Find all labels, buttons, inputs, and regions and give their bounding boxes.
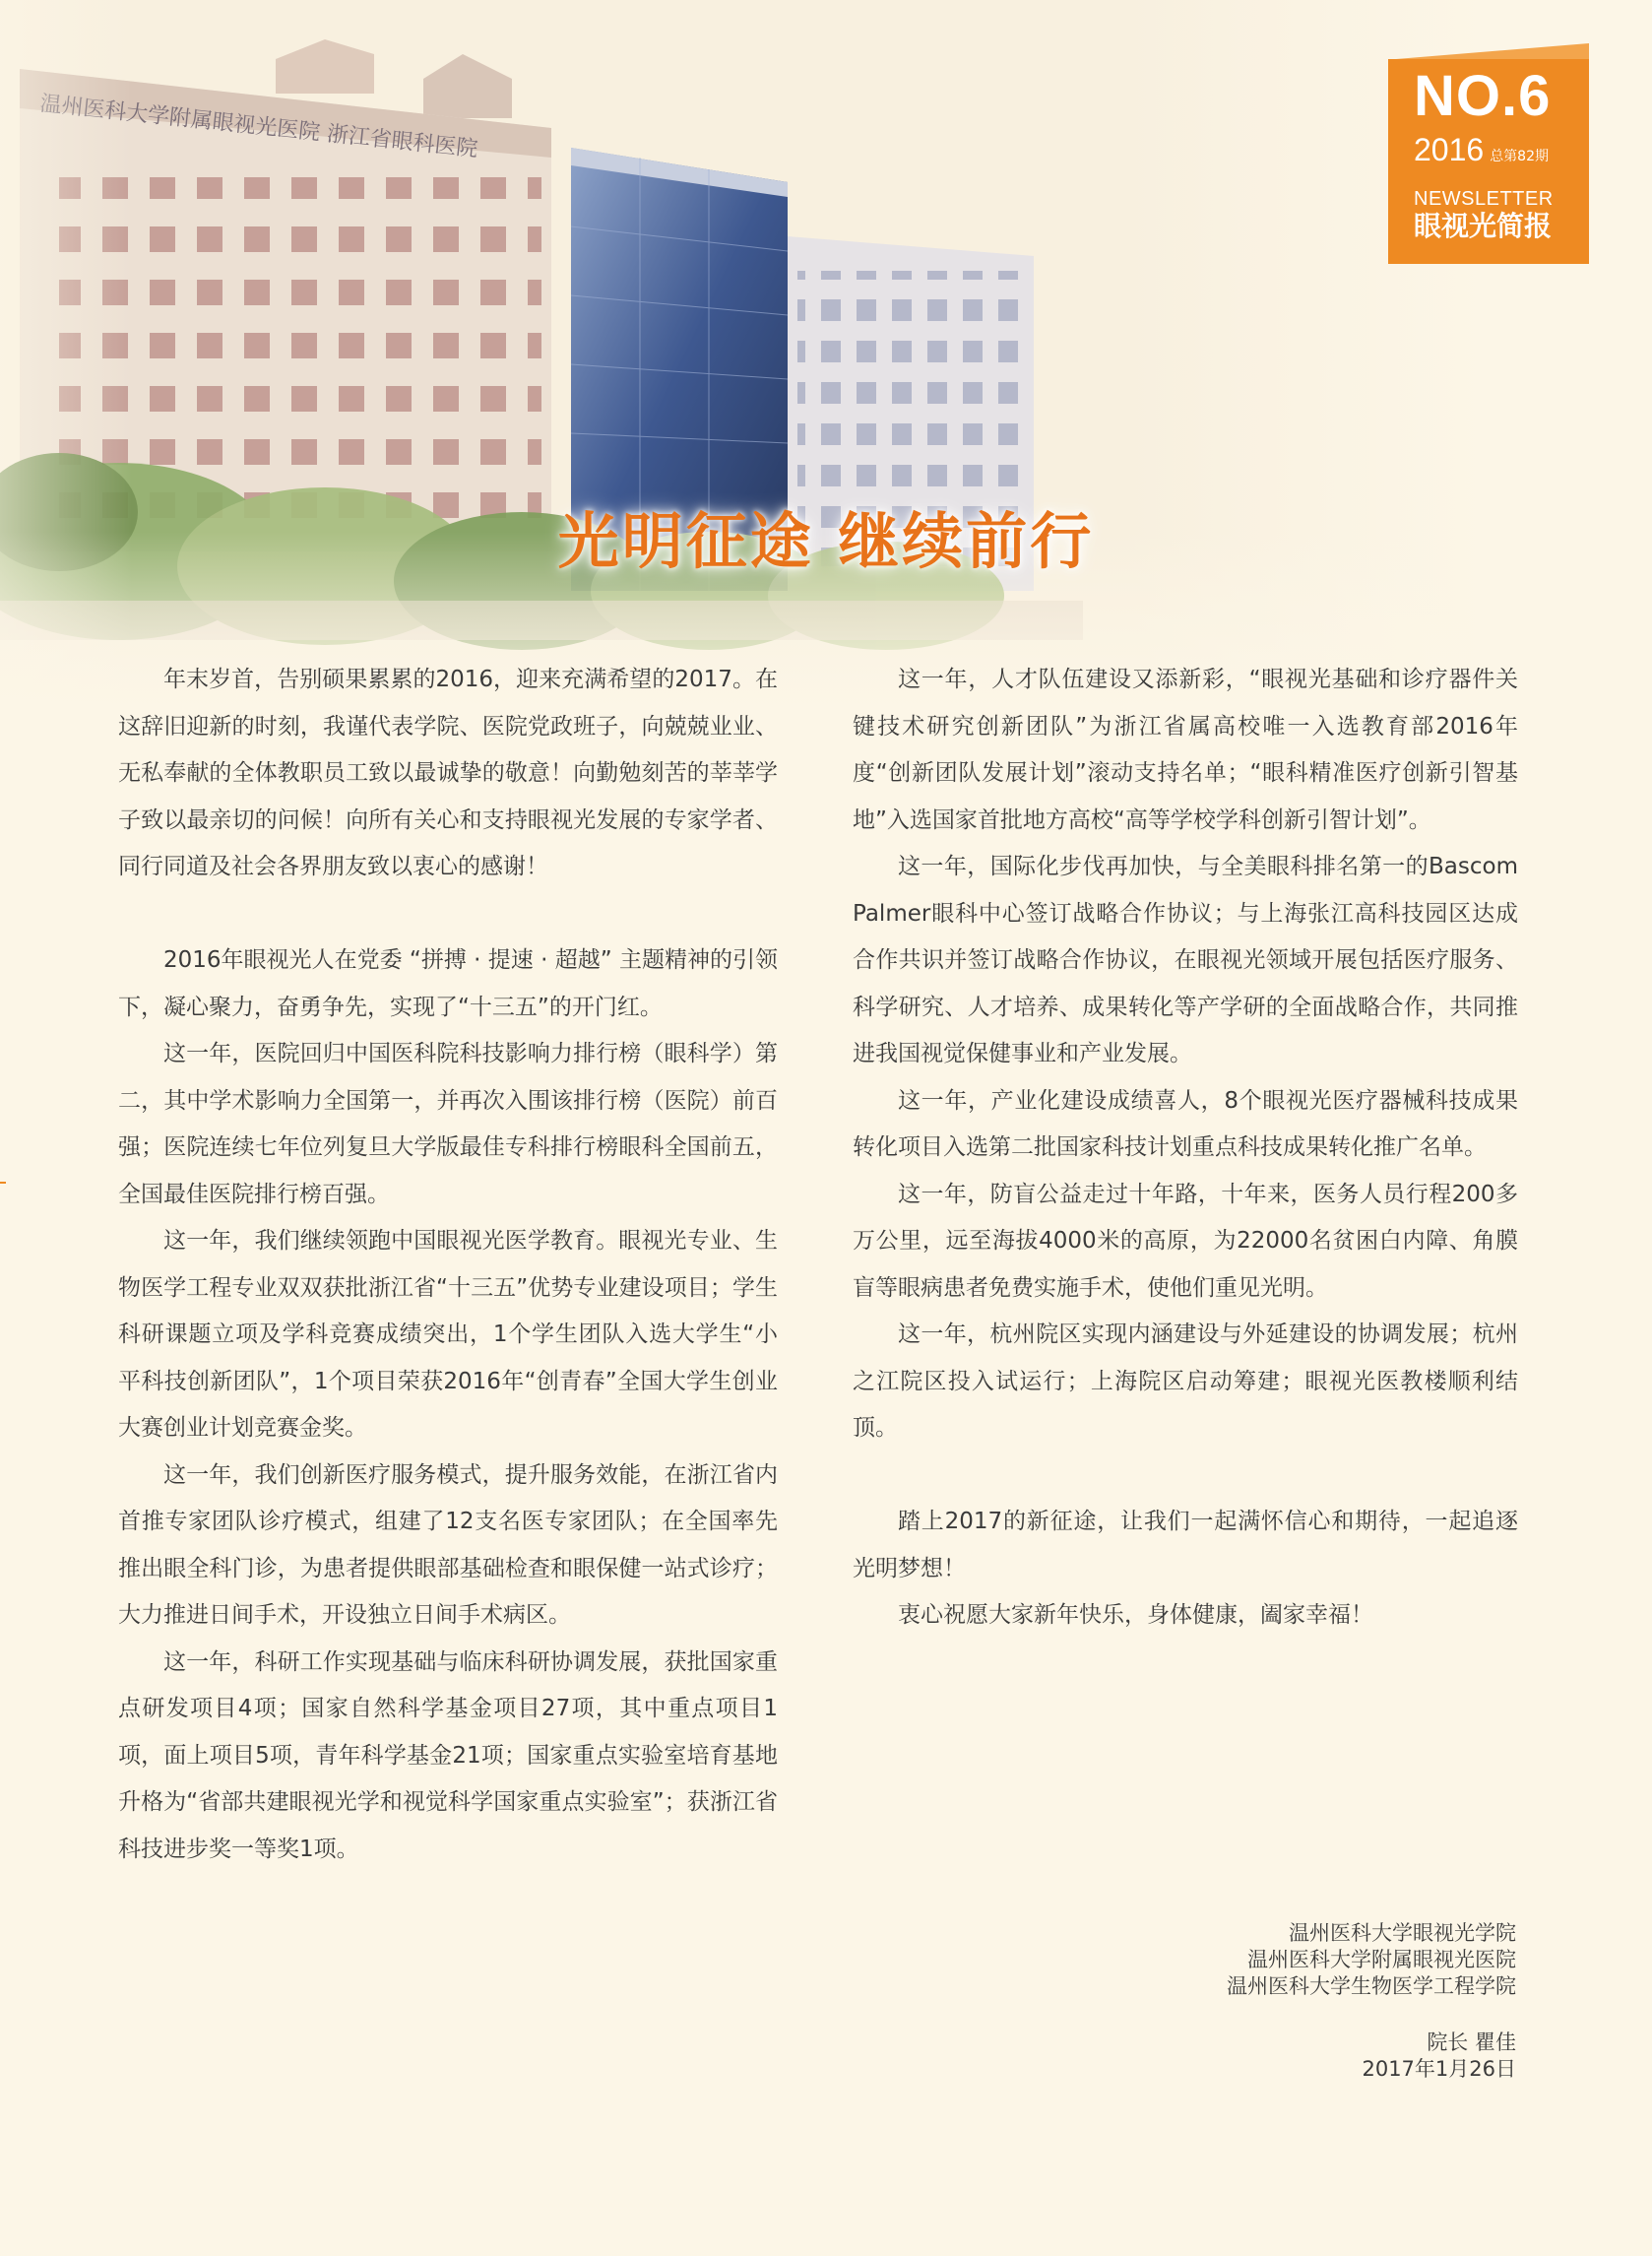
left-column <box>118 657 778 1873</box>
paragraph: 踏上2017的新征途，让我们一起满怀信心和期待，一起追逐光明梦想！ <box>853 1509 1518 1581</box>
issue-year: 2016 <box>1414 132 1485 167</box>
paragraph: 衷心祝愿大家新年快乐，身体健康，阖家幸福！ <box>898 1602 1373 1628</box>
issue-badge <box>1388 59 1589 264</box>
issue-total: 总第82期 <box>1490 149 1550 164</box>
paragraph: 这一年，医院回归中国医科院科技影响力排行榜（眼科学）第二，其中学术影响力全国第一，并再次入围该排行榜（医院）前百强；医院连续七年位列复旦大学版最佳专科排行榜眼科全国前五，全国最佳医院排行榜百强。 <box>118 1041 778 1207</box>
paragraph: 这一年，科研工作实现基础与临床科研协调发展，获批国家重点研发项目4项；国家自然科学基金项目27项，其中重点项目1项，面上项目5项，青年科学基金21项；国家重点实验室培育基地升格为“省部共建眼视光学和视觉科学国家重点实验室”；获浙江省科技进步奖一等奖1项。 <box>118 1648 778 1862</box>
paragraph: 2016年眼视光人在党委 “拼搏 · 提速 · 超越” 主题精神的引领下，凝心聚力，奋勇争先，实现了“十三五”的开门红。 <box>118 947 778 1020</box>
paragraph: 这一年，我们继续领跑中国眼视光医学教育。眼视光专业、生物医学工程专业双双获批浙江省“十三五”优势专业建设项目；学生科研课题立项及学科竞赛成绩突出，1个学生团队入选大学生“小平科技创新团队”，1个项目荣获2016年“创青春”全国大学生创业大赛创业计划竞赛金奖。 <box>118 1228 778 1441</box>
signature-org: 温州医科大学生物医学工程学院 <box>1227 1974 1516 1998</box>
issue-year-row <box>1414 132 1579 168</box>
signature-date: 2017年1月26日 <box>1362 2057 1516 2081</box>
signature-block <box>1083 1920 1516 2083</box>
newsletter-cn-label: 眼视光简报 <box>1414 210 1553 242</box>
signature-org: 温州医科大学附属眼视光医院 <box>1247 1948 1516 1971</box>
paragraph: 这一年，杭州院区实现内涵建设与外延建设的协调发展；杭州之江院区投入试运行；上海院区启动筹建；眼视光医教楼顺利结顶。 <box>853 1321 1518 1441</box>
margin-mark <box>0 1182 6 1184</box>
paragraph: 这一年，我们创新医疗服务模式，提升服务效能，在浙江省内首推专家团队诊疗模式，组建了12支名医专家团队；在全国率先推出眼全科门诊，为患者提供眼部基础检查和眼保健一站式诊疗；大力推进日间手术，开设独立日间手术病区。 <box>118 1461 778 1628</box>
paragraph: 这一年，人才队伍建设又添新彩，“眼视光基础和诊疗器件关键技术研究创新团队”为浙江省属高校唯一入选教育部2016年度“创新团队发展计划”滚动支持名单；“眼科精准医疗创新引智基地”入选国家首批地方高校“高等学校学科创新引智计划”。 <box>853 667 1518 833</box>
paragraph: 这一年，产业化建设成绩喜人，8个眼视光医疗器械科技成果转化项目入选第二批国家科技计划重点科技成果转化推广名单。 <box>853 1087 1518 1160</box>
signature-org: 温州医科大学眼视光学院 <box>1289 1921 1516 1945</box>
issue-number: NO.6 <box>1414 64 1552 128</box>
newsletter-en-label: NEWSLETTER <box>1414 188 1554 210</box>
right-column <box>853 657 1518 1640</box>
signature-author: 院长 瞿佳 <box>1427 2030 1516 2054</box>
paragraph: 这一年，防盲公益走过十年路，十年来，医务人员行程200多万公里，远至海拔4000米的高原，为22000名贫困白内障、角膜盲等眼病患者免费实施手术，使他们重见光明。 <box>853 1181 1518 1301</box>
paragraph: 年末岁首，告别硕果累累的2016，迎来充满希望的2017。在这辞旧迎新的时刻，我谨代表学院、医院党政班子，向兢兢业业、无私奉献的全体教职员工致以最诚挚的敬意！向勤勉刻苦的莘莘学子致以最亲切的问候！向所有关心和支持眼视光发展的专家学者、同行同道及社会各界朋友致以衷心的感谢！ <box>118 667 778 879</box>
paragraph: 这一年，国际化步伐再加快，与全美眼科排名第一的Bascom Palmer眼科中心签订战略合作协议；与上海张江高科技园区达成合作共识并签订战略合作协议，在眼视光领域开展包括医疗服务、科学研究、人才培养、成果转化等产学研的全面战略合作，共同推进我国视觉保健事业和产业发展。 <box>853 854 1518 1066</box>
article-title: 光明征途 继续前行 <box>557 505 1095 577</box>
